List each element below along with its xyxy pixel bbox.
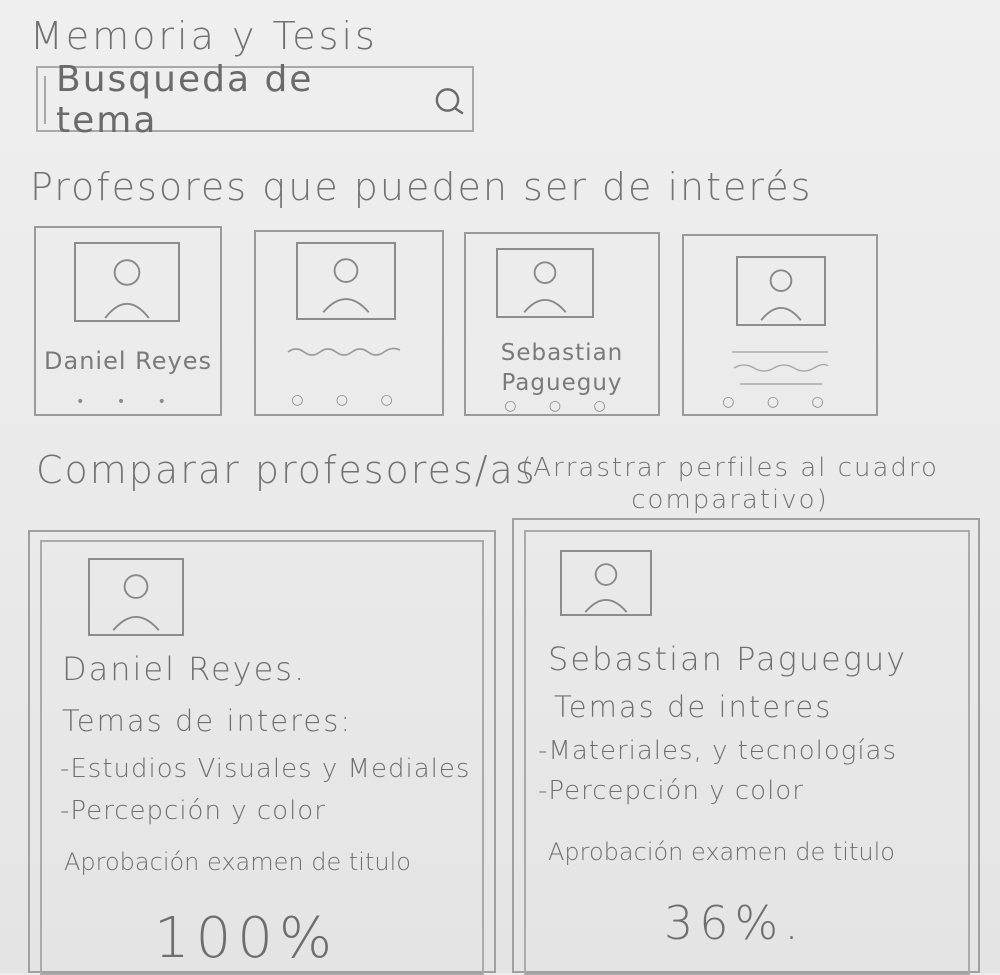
approval-label: Aprobación examen de titulo: [548, 838, 895, 866]
approval-value: 100%: [154, 906, 339, 971]
interest-item: -Percepción y color: [60, 796, 326, 826]
avatar: [296, 242, 396, 320]
avatar: [560, 550, 652, 616]
search-icon[interactable]: [433, 83, 466, 117]
approval-value: 36%.: [664, 896, 805, 950]
name-placeholder-scribble: [286, 340, 406, 360]
card-name: Sebastian Pagueguy: [500, 340, 624, 396]
avatar: [88, 558, 184, 636]
avatar: [496, 248, 594, 318]
professor-card[interactable]: [464, 232, 660, 416]
person-icon: [738, 258, 824, 324]
avatar: [736, 256, 826, 326]
compare-slot-right[interactable]: [512, 518, 980, 973]
interest-item: -Percepción y color: [538, 776, 804, 806]
more-options-icon[interactable]: • • •: [76, 394, 180, 410]
suggested-section-title: Profesores que pueden ser de interés: [30, 165, 813, 209]
interest-item: -Estudios Visuales y Mediales: [60, 754, 471, 784]
compare-section-title: Comparar profesores/as: [36, 448, 537, 492]
search-placeholder: Busqueda de tema: [56, 59, 314, 141]
professor-card[interactable]: [254, 230, 444, 416]
person-icon: [562, 552, 650, 614]
app-title: Memoria y Tesis: [30, 14, 378, 58]
compare-instructions: (Arrastrar perfiles al cuadro comparativo): [521, 453, 939, 515]
profile-name: Sebastian Pagueguy: [548, 640, 908, 678]
person-icon: [498, 250, 592, 316]
interests-label: Temas de interes: [554, 690, 833, 724]
more-options-icon[interactable]: ○ ○ ○: [722, 394, 838, 410]
compare-slot-left[interactable]: [28, 530, 496, 973]
professor-card[interactable]: [682, 234, 878, 416]
name-placeholder-scribble: [730, 344, 830, 390]
approval-label: Aprobación examen de titulo: [64, 848, 411, 876]
profile-name: Daniel Reyes.: [62, 650, 307, 688]
professor-card[interactable]: [34, 226, 222, 416]
card-name: Daniel Reyes: [44, 347, 212, 375]
interest-item: -Materiales, y tecnologías: [538, 736, 898, 766]
avatar: [74, 242, 180, 322]
person-icon: [76, 244, 178, 320]
interests-label: Temas de interes:: [62, 704, 353, 738]
person-icon: [90, 560, 182, 634]
more-options-icon[interactable]: ○ ○ ○: [504, 398, 620, 414]
search-box[interactable]: [36, 59, 474, 141]
search-input[interactable]: [44, 59, 466, 141]
more-options-icon[interactable]: ○ ○ ○: [291, 392, 407, 408]
person-icon: [298, 244, 394, 318]
